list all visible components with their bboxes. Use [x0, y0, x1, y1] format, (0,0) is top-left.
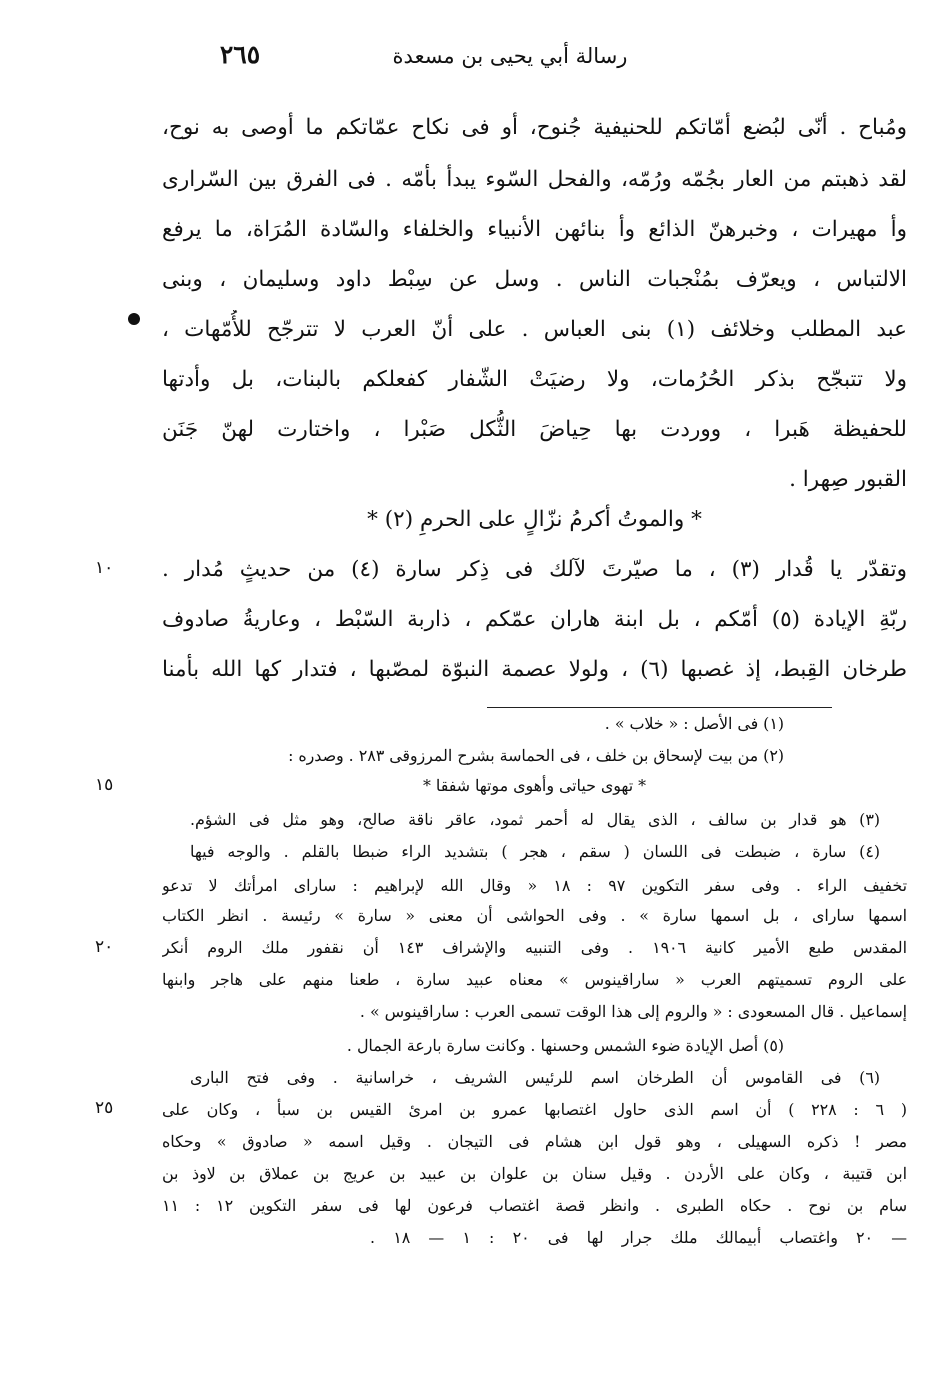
verse-line: * والموتُ أكرمُ نزّالٍ على الحرمِ (٢) * — [367, 507, 702, 532]
footnote-line: (١) فى الأصل : « خلاب » . — [604, 714, 784, 733]
margin-bullet-mark — [128, 313, 140, 325]
body-line: القبور صِهرا . — [789, 467, 907, 492]
footnote-line: سام بن نوح . حكاه الطبرى . وانظر قصة اغتصاب فرعون لها فى سفر التكوين ١٢ : ١١ — [162, 1196, 907, 1215]
margin-line-number: ٢٠ — [95, 937, 114, 957]
footnote-line: مصر ! ذكره السهيلى ، وهو قول ابن هشام فى التيجان . وقيل اسمه « صادوق » وحكاه — [162, 1132, 907, 1151]
body-line: الالتباس ، ويعرّف بمُنْجبات الناس . وسل عن سِبْط داود وسليمان ، وبنى — [162, 267, 907, 292]
body-line: عبد المطلب وخلائف (١) بنى العباس . على أنّ العرب لا تترجّح للأُمّهات ، — [162, 317, 907, 342]
margin-line-number: ١٠ — [95, 558, 114, 578]
body-line: للحفيظة هَبرا ، ووردت بها حِياضَ الثُّكل صَبْرا ، واختارت لهنّ جَنَن — [162, 417, 907, 442]
footnote-line: (٦) فى القاموس أن الطرخان اسم للرئيس الشريف ، خراسانية . وفى فتح البارى — [190, 1068, 880, 1087]
body-line: ومُباح . أنّى لبُضع أمّاتكم للحنيفية جُنوح، أو فى نكاح عمّاتكم ما أوصى به نوح، — [162, 115, 907, 140]
body-line: طرخان القِبط، إذ غصبها (٦) ، ولولا عصمة النبوّة لمصّبها ، فتدار كها الله بأمنا — [162, 657, 907, 682]
body-line: وأ مهيرات ، وخبرهنّ الذائع وأ بنائهن الأنبياء والخلفاء والسّادة المُرَاة، ما يرفع — [162, 217, 907, 242]
footnote-line: على الروم تسميتهم العرب « ساراقينوس » معناه عبيد سارة ، طعنا منهم على هاجر وابنها — [162, 970, 907, 989]
footnote-line: — ٢٠ واغتصاب أبيمالك ملك جرار لها فى ٢٠ : ١ — ١٨ . — [370, 1228, 907, 1247]
footnote-line: ابن قتيبة ، وكان على الأردن . وقيل سنان بن علوان بن عبيد بن عريج بن عملاق بن لاوذ بن — [162, 1164, 907, 1183]
body-line: وتقدّر يا قُدار (٣) ، ما صيّرتَ لآلك فى ذِكر سارة (٤) من حديثٍ مُدار . — [162, 557, 907, 582]
body-line: ولا تتبجّح بذكر الحُرُمات، ولا رضيَتْ الشّفار كفعلكم بالبنات، بل وأدتها — [162, 367, 907, 392]
margin-line-number: ٢٥ — [95, 1098, 114, 1118]
footnote-line: إسماعيل . قال المسعودى : « والروم إلى هذا الوقت تسمى العرب : ساراقينوس » . — [359, 1002, 907, 1021]
footnote-line: (٥) أصل الإيادة ضوء الشمس وحسنها . وكانت سارة بارعة الجمال . — [346, 1036, 784, 1055]
body-line: لقد ذهبتم من العار بجُمّه ورُمّه، والفحل السّوء يبدأ بأمّه . فى الفرق بين السّرارى — [162, 167, 907, 192]
running-header-title: رسالة أبي يحيى بن مسعدة — [392, 44, 628, 68]
body-line: ربّةِ الإيادة (٥) أمّكم ، بل ابنة هاران عمّكم ، ذاربة السّبْط ، وعاريةُ صادوف — [162, 607, 907, 632]
footnote-line: المقدس طبع الأمير كانية ١٩٠٦ . وفى التنبيه والإشراف ١٤٣ أن نقفور ملك الروم أنكر — [162, 938, 907, 957]
footnote-line: (٢) من بيت لإسحاق بن خلف ، فى الحماسة بشرح المرزوقى ٢٨٣ . وصدره : — [288, 746, 784, 765]
footnote-line: ( ٦ : ٢٢٨ ) أن اسم الذى حاول اغتصابها عمرو بن امرئ القيس بن سبأ ، وكان على — [162, 1100, 907, 1119]
page-number: ٢٦٥ — [219, 40, 261, 69]
footnote-line: (٤) سارة ، ضبطت فى اللسان ( سقم ، هجر ) بتشديد الراء ضبطا بالقلم . والوجه فيها — [190, 842, 880, 861]
footnote-line: تخفيف الراء . وفى سفر التكوين ٩٧ : ١٨ « وقال الله لإبراهيم : ساراى امرأتك لا تدعو — [162, 876, 907, 895]
margin-line-number: ١٥ — [95, 775, 114, 795]
footnote-line: اسمها ساراى ، بل اسمها سارة » . وفى الحواشى أن معنى « سارة » رئيسة . انظر الكتاب — [162, 906, 907, 925]
footnote-line: (٣) هو قدار بن سالف ، الذى يقال له أحمر ثمود، عاقر ناقة صالح، وهو مثل فى الشؤم. — [190, 810, 880, 829]
footnote-verse: * تهوى حياتى وأهوى موتها شفقا * — [422, 776, 647, 795]
